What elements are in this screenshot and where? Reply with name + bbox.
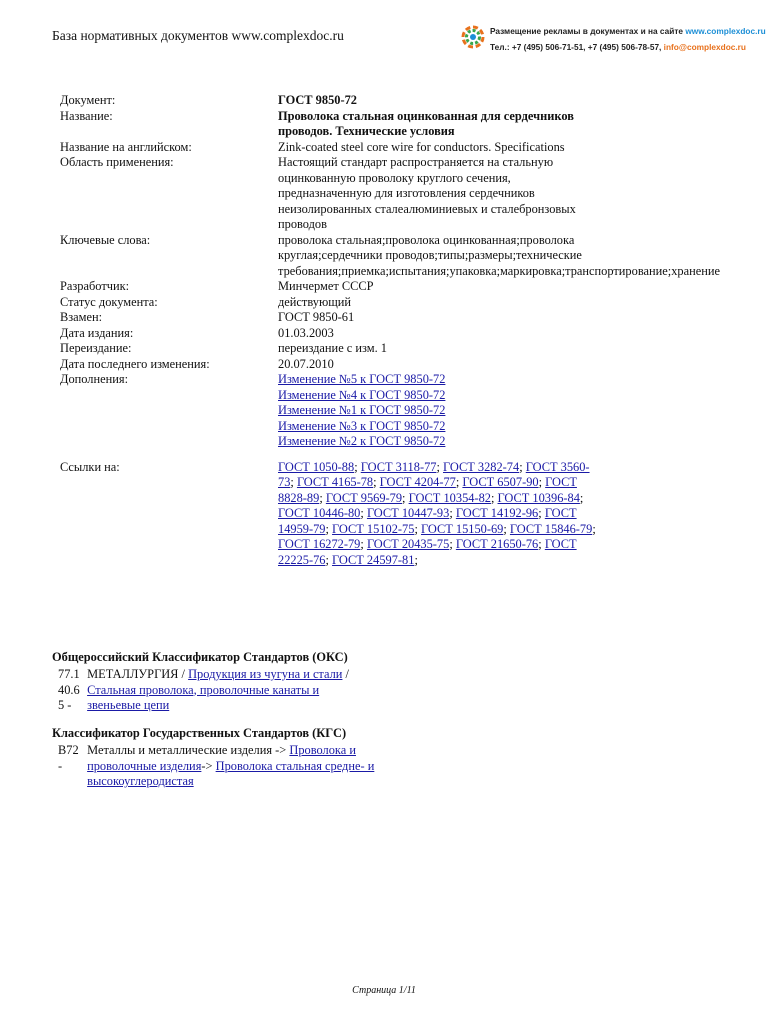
ad-text-1: Размещение рекламы в документах и на сайте [490, 26, 686, 36]
row-refs [60, 460, 598, 569]
reference-link[interactable]: ГОСТ 14192-96 [455, 506, 539, 520]
label: Дата издания: [60, 325, 134, 340]
label: Взамен: [60, 310, 103, 324]
reference-link[interactable]: ГОСТ 10396-84 [497, 490, 580, 505]
kgs-text: Металлы и металлические изделия -> [87, 743, 287, 757]
label: Разработчик: [60, 279, 130, 293]
addition-link[interactable]: Изменение №3 к ГОСТ 9850-72 [278, 418, 446, 433]
label: Название на английском: [60, 139, 192, 154]
reference-link[interactable]: ГОСТ 15150-69 [420, 521, 504, 536]
row-status [60, 295, 598, 311]
reissue-value: переиздание с изм. 1 [278, 341, 387, 355]
row-name [60, 109, 598, 140]
oks-code: 40.6 [58, 682, 80, 697]
reference-link[interactable]: ГОСТ 4204-77 [379, 475, 456, 489]
reference-link[interactable]: ГОСТ 21650-76 [455, 537, 539, 551]
kgs-section [58, 743, 374, 790]
reference-link[interactable]: ГОСТ 14959-79 [278, 506, 577, 536]
kgs-code: - [58, 758, 63, 773]
additions-list [278, 372, 598, 450]
label: Область применения: [60, 155, 174, 169]
reference-link[interactable]: ГОСТ 15846-79 [509, 521, 593, 536]
kgs-link-high-carbon[interactable]: высокоуглеродистая [87, 774, 194, 788]
ad-site-link[interactable]: www.complexdoc.ru [685, 26, 766, 36]
kgs-link-steel-wire[interactable]: Проволока стальная средне- и [215, 758, 375, 773]
reference-link[interactable]: ГОСТ 9569-79 [325, 490, 403, 505]
reference-link[interactable]: ГОСТ 8828-89 [278, 475, 577, 505]
document-number: ГОСТ 9850-72 [278, 93, 357, 107]
reference-link[interactable]: ГОСТ 3282-74 [443, 459, 520, 474]
label: Статус документа: [60, 294, 158, 309]
row-keywords [60, 232, 720, 280]
oks-text: МЕТАЛЛУРГИЯ [87, 667, 179, 681]
reference-link[interactable]: ГОСТ 10446-80 [278, 506, 361, 520]
complexdoc-logo-icon [460, 24, 486, 50]
pubdate-value: 01.03.2003 [278, 325, 334, 340]
site-header-text: База нормативных документов www.complexdoc.ru [52, 28, 344, 43]
oks-code: 77.1 [58, 667, 80, 681]
label: Дополнения: [60, 372, 129, 386]
row-lastchange [60, 357, 598, 373]
oks-link-steel-wire[interactable]: Стальная проволока, проволочные канаты и [87, 682, 320, 697]
reference-link[interactable]: ГОСТ 1050-88 [278, 459, 355, 474]
label: Переиздание: [60, 341, 132, 355]
document-info-table [60, 93, 720, 568]
oks-section: 77.1 МЕТАЛЛУРГИЯ / Продукция из чугуна и стали / 40.6 Стальная проволока, проволочные канаты и 5 - звеньевые цепи [58, 667, 349, 712]
references-list: ГОСТ 1050-88; ГОСТ 3118-77; ГОСТ 3282-74; ГОСТ 3560-73; ГОСТ 4165-78; ГОСТ 4204-77; ГОСТ 6507-90; ГОСТ 8828-89; ГОСТ 9569-79; ГОСТ 10354-82; ГОСТ 10396-84; ГОСТ 10446-80; ГОСТ 10447-93; ГОСТ 14192-96; ГОСТ 14959-79; ГОСТ 15102-75; ГОСТ 15150-69; ГОСТ 15846-79; ГОСТ 16272-79; ГОСТ 20435-75; ГОСТ 21650-76; ГОСТ 22225-76; ГОСТ 24597-81; [278, 459, 596, 567]
label: Дата последнего изменения: [60, 356, 210, 371]
kgs-arrow: -> [201, 758, 213, 773]
oks-link-chains[interactable]: звеньевые цепи [87, 698, 170, 712]
row-additions [60, 372, 598, 450]
row-pubdate [60, 326, 598, 342]
reference-link[interactable]: ГОСТ 3118-77 [360, 459, 437, 474]
addition-link[interactable]: Изменение №1 к ГОСТ 9850-72 [278, 403, 446, 417]
reference-link[interactable]: ГОСТ 4165-78 [296, 475, 374, 489]
ad-email-link[interactable]: info@complexdoc.ru [663, 42, 746, 52]
row-developer [60, 279, 598, 295]
kgs-title: Классификатор Государственных Стандартов (КГС) [52, 726, 347, 740]
document-title: Проволока стальная оцинкованная для сердечников проводов. Технические условия [278, 108, 574, 138]
keywords-text: проволока стальная;проволока оцинкованная;проволока круглая;сердечники проводов;типы;размеры;технические требования;приемка;испытания;упаковка;маркировка;транспортирование;хранение [278, 232, 720, 278]
addition-link[interactable]: Изменение №4 к ГОСТ 9850-72 [278, 387, 446, 402]
ad-text-2: Тел.: +7 (495) 506-71-51, +7 (495) 506-78-57, [490, 42, 664, 52]
oks-title: Общероссийский Классификатор Стандартов (ОКС) [52, 650, 348, 664]
row-reissue [60, 341, 598, 357]
page-number: Страница 1/11 [352, 985, 416, 996]
reference-link[interactable]: ГОСТ 22225-76 [278, 537, 577, 567]
ad-banner[interactable] [460, 22, 766, 56]
lastchange-value: 20.07.2010 [278, 356, 334, 371]
status-value: действующий [278, 294, 352, 309]
row-scope [60, 155, 598, 233]
reference-link[interactable]: ГОСТ 10447-93 [366, 506, 450, 520]
label: Ключевые слова: [60, 232, 151, 247]
kgs-code: В72 [58, 743, 79, 757]
reference-link[interactable]: ГОСТ 10354-82 [408, 490, 491, 505]
label: Ссылки на: [60, 459, 120, 474]
row-document [60, 93, 598, 109]
oks-code: 5 - [58, 698, 72, 712]
addition-link[interactable]: Изменение №5 к ГОСТ 9850-72 [278, 372, 446, 386]
reference-link[interactable]: ГОСТ 6507-90 [462, 475, 539, 489]
row-english [60, 140, 598, 156]
kgs-link-wire-products[interactable]: проволочные изделия [87, 758, 202, 773]
addition-link[interactable]: Изменение №2 к ГОСТ 9850-72 [278, 434, 446, 448]
english-title: Zink-coated steel core wire for conductors. Specifications [278, 139, 565, 154]
oks-link-cast-iron-steel[interactable]: Продукция из чугуна и стали [188, 667, 343, 681]
reference-link[interactable]: ГОСТ 16272-79 [278, 537, 361, 551]
replaces-value: ГОСТ 9850-61 [278, 310, 355, 324]
row-replaces [60, 310, 598, 326]
kgs-link-wire[interactable]: Проволока и [289, 743, 356, 757]
label: Документ: [60, 93, 116, 107]
label: Название: [60, 108, 113, 123]
reference-link[interactable]: ГОСТ 15102-75 [332, 521, 415, 536]
reference-link[interactable]: ГОСТ 20435-75 [366, 537, 450, 551]
reference-link[interactable]: ГОСТ 3560-73 [278, 459, 590, 489]
developer-value: Минчермет СССР [278, 279, 374, 293]
scope-text: Настоящий стандарт распространяется на стальную оцинкованную проволоку круглого сечения, предназначенную для изготовления сердечников неизолированных сталеалюминиевых и сталебронзовых проводов [278, 155, 576, 231]
reference-link[interactable]: ГОСТ 24597-81 [332, 552, 415, 567]
